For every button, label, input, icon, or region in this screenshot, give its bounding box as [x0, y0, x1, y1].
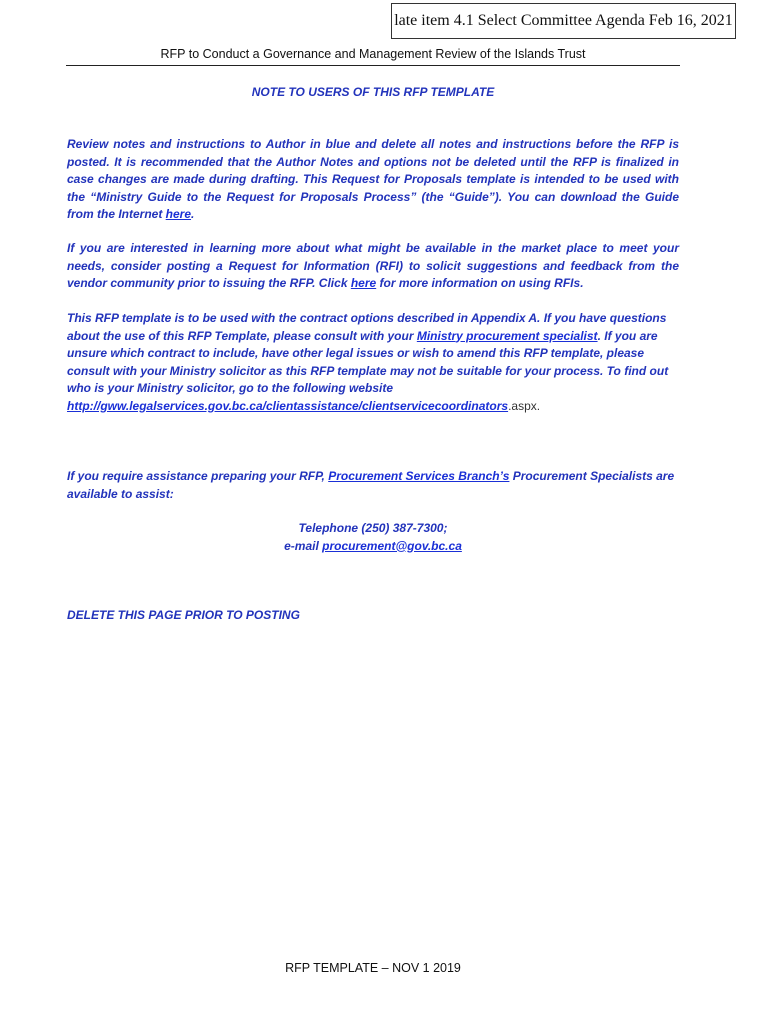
- instructions-paragraph: [67, 136, 679, 224]
- para4-text2: Procurement Specialists are available to assist:: [67, 469, 675, 501]
- page-footer: RFP TEMPLATE – NOV 1 2019: [285, 961, 461, 975]
- para3-text2: . If you are unsure which contract to include, have other legal issues or wish to amend this RFP template, please consult with your Ministry solicitor as this RFP template may not be suitable for your process. To find out who is your Ministry solicitor, go to the following website: [67, 328, 669, 395]
- delete-page-note: DELETE THIS PAGE PRIOR TO POSTING: [67, 608, 300, 622]
- ministry-specialist-link[interactable]: Ministry procurement specialist: [416, 328, 598, 343]
- email-line: [66, 538, 680, 556]
- page-header: RFP to Conduct a Governance and Management Review of the Islands Trust: [160, 47, 586, 61]
- note-title: NOTE TO USERS OF THIS RFP TEMPLATE: [251, 85, 495, 99]
- contract-options-paragraph: [67, 310, 679, 415]
- rfi-info-link[interactable]: here: [350, 276, 377, 290]
- rfi-paragraph: [67, 240, 679, 293]
- para3-text1: This RFP template is to be used with the contract options described in Appendix A. If you have questions about the use of this RFP Template, please consult with your: [67, 311, 667, 343]
- para4-text1: If you require assistance preparing your RFP,: [67, 469, 329, 483]
- legal-services-url-link[interactable]: http://gww.legalservices.gov.bc.ca/clientassistance/clientservicecoordinators: [67, 398, 509, 413]
- contact-block: [66, 520, 680, 555]
- para2-end: for more information on using RFIs.: [376, 276, 584, 290]
- email-link[interactable]: procurement@gov.bc.ca: [322, 538, 462, 553]
- assistance-paragraph: [67, 468, 679, 503]
- header-divider: [66, 65, 680, 66]
- para1-end: .: [191, 207, 195, 221]
- telephone-line: Telephone (250) 387-7300;: [298, 521, 448, 535]
- procurement-branch-link[interactable]: Procurement Services Branch’s: [328, 469, 510, 483]
- email-label: e-mail: [284, 538, 323, 553]
- para1-text: Review notes and instructions to Author in blue and delete all notes and instructions before the RFP is posted. It is recommended that the Author Notes and options not be deleted until the RFP is finalized in case changes are made during drafting. This Request for Proposals template is intended to be used with the “Ministry Guide to the Request for Proposals Process” (the “Guide”). You can download the Guide from the Internet: [67, 137, 679, 221]
- url-suffix: .aspx.: [508, 398, 541, 413]
- guide-download-link[interactable]: here: [165, 207, 192, 221]
- para2-text: If you are interested in learning more about what might be available in the market place to meet your needs, consider posting a Request for Information (RFI) to solicit suggestions and feedback from the vendor community prior to issuing the RFP. Click: [67, 241, 679, 290]
- agenda-stamp: late item 4.1 Select Committee Agenda Feb 16, 2021: [391, 3, 736, 39]
